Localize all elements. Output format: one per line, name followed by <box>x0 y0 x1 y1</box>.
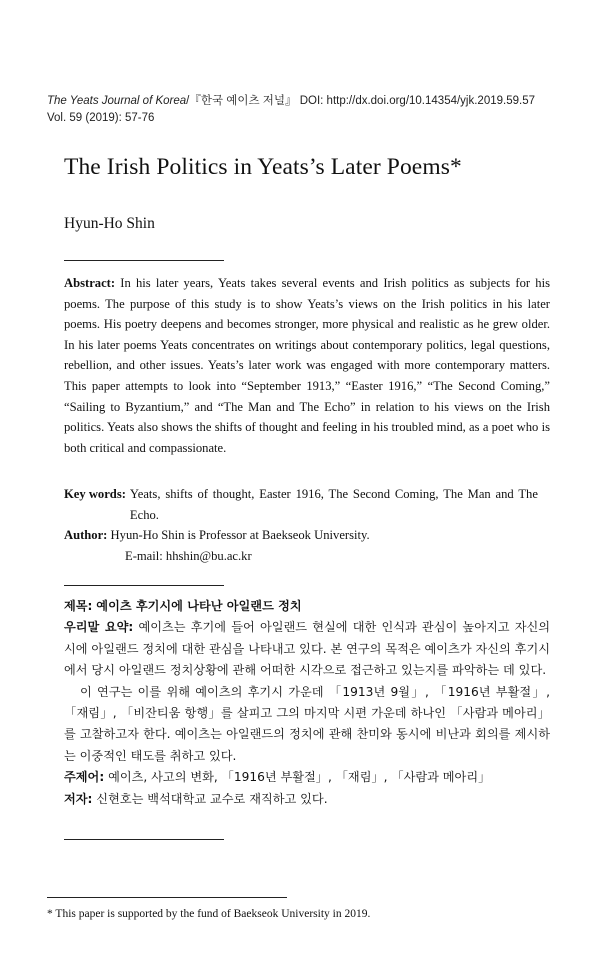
author-text: Hyun-Ho Shin is Professor at Baekseok University. <box>110 528 370 542</box>
author-email: E-mail: hhshin@bu.ac.kr <box>125 548 252 563</box>
article-title: The Irish Politics in Yeats’s Later Poems* <box>64 154 462 180</box>
korean-summary-p2: 이 연구는 이를 위해 예이츠의 후기시 가운데 「1913년 9월」, 「1916년 부활절」, 「재림」, 「비잔티움 항행」를 살피고 그의 마지막 시편 가운데 하나인 「사람과 메아리」를 고찰하고자 한다. 예이츠는 아일랜드의 정치에 관해 찬미와 동시에 비난과 회의를 제시하는 이중적인 태도를 취하고 있다. <box>64 684 550 763</box>
footnote-divider <box>47 897 287 898</box>
korean-keywords: 예이츠, 사고의 변화, 「1916년 부활절」, 「재림」, 「사람과 메아리」 <box>108 770 491 785</box>
journal-doi: /『한국 예이츠 저널』 DOI: http://dx.doi.org/10.14354/yjk.2019.59.57 <box>186 95 535 107</box>
korean-summary-label: 우리말 요약: <box>64 620 134 635</box>
journal-volume: Vol. 59 (2019): 57-76 <box>47 112 155 124</box>
korean-keywords-label: 주제어: <box>64 770 105 785</box>
korean-title: 예이츠 후기시에 나타난 아일랜드 정치 <box>96 599 302 613</box>
article-author: Hyun-Ho Shin <box>64 215 155 232</box>
korean-abstract <box>64 596 550 810</box>
abstract-label: Abstract: <box>64 276 116 290</box>
abstract <box>64 273 550 458</box>
divider <box>64 260 224 261</box>
korean-summary-p1: 예이츠는 후기에 들어 아일랜드 현실에 대한 인식과 관심이 높아지고 자신의 시에 아일랜드 정치에 대한 관심을 나타내고 있다. 본 연구의 목적은 예이츠가 자신의 후기시에서 당시 아일랜드 정치상황에 관해 어떠한 시각으로 접근하고 있는지를 파악하는 데 있다. <box>64 620 551 678</box>
keywords-label: Key words: <box>64 487 126 501</box>
divider <box>64 839 224 840</box>
korean-title-label: 제목: <box>64 599 93 613</box>
divider <box>64 585 224 586</box>
footnote: * This paper is supported by the fund of Baekseok University in 2019. <box>47 908 371 920</box>
journal-title: The Yeats Journal of Korea <box>47 95 187 107</box>
korean-author-label: 저자: <box>64 791 93 806</box>
journal-citation-line <box>47 93 567 110</box>
keywords-text: Yeats, shifts of thought, Easter 1916, The Second Coming, The Man and The Echo. <box>129 487 538 522</box>
author-info <box>64 525 550 566</box>
korean-author: 신현호는 백석대학교 교수로 재직하고 있다. <box>96 791 328 806</box>
author-label: Author: <box>64 528 108 542</box>
abstract-text: In his later years, Yeats takes several events and Irish politics as subjects for his poems. The purpose of this study is to show Yeats’s views on the Irish politics in his later poems. His poetry deepens and becomes stronger, more physical and realistic as he grew older. In his later poems Yeats concentrates on writings about contemporary politics, legal questions, rebellion, and other issues. Yeats’s later work was engaged with more contemporary matters. This paper attempts to look into “September 1913,” “Easter 1916,” “The Second Coming,” “Sailing to Byzantium,” and “The Man and The Echo” in relation to his views on the Irish politics. Yeats also shows the shifts of thought and feeling in his troubled mind, as a poet who is both critical and compassionate. <box>64 276 550 455</box>
journal-header <box>47 93 567 127</box>
keywords <box>64 484 550 525</box>
